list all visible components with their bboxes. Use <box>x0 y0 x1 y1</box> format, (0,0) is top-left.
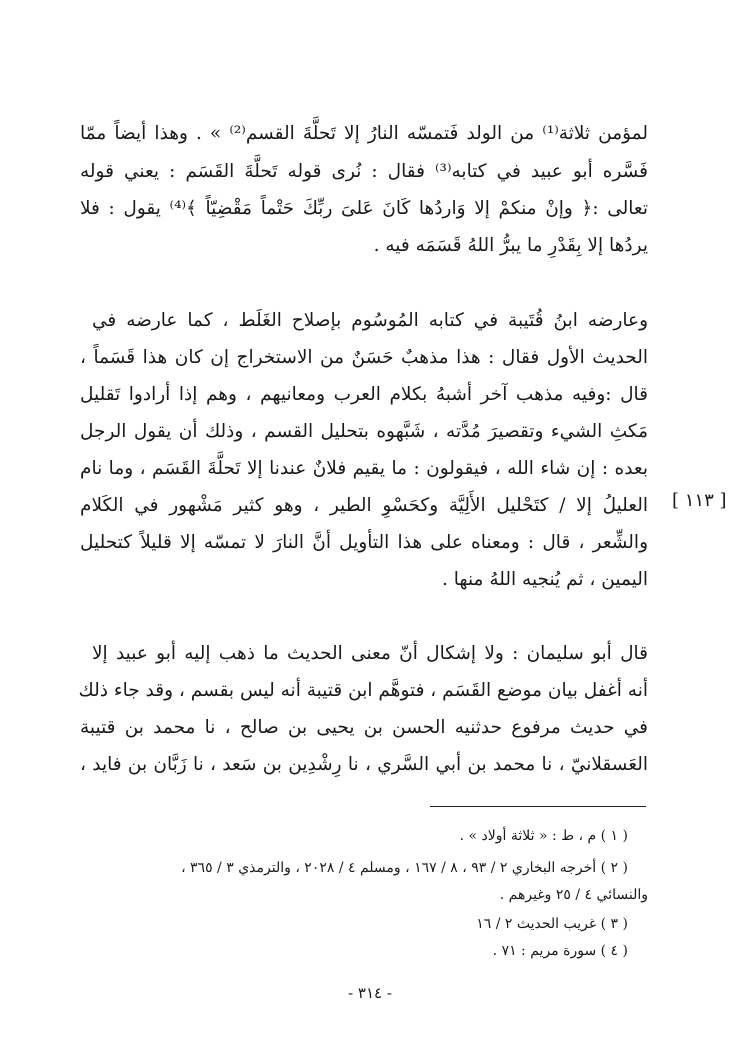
page-number: - ٣١٤ - <box>348 984 392 1002</box>
paragraph1-line-4: يردُها إلا بِقَدْرِ ما يبرُّ اللهُ قَسَمَه فيه . <box>373 235 648 256</box>
paragraph2-line-2: الحديث الأول فقال : هذا مذهبٌ حَسَنٌ من الاستخراج إن كان هذا قَسَماً ، <box>80 347 648 368</box>
paragraph1-line-3: تعالى :﴿ وإنْ منكمْ إلا وَاردُها كَانَ عَلىَ ربِّكَ حَتْماً مَقْضِيّاً ﴾⁽⁴⁾ يقول : فلا <box>80 198 648 219</box>
paragraph2-line-7: والشِّعر ، قال : ومعناه على هذا التأويل أنَّ النارَ لا تمسّه إلا قليلاً كتحليل <box>80 532 648 553</box>
paragraph3-line-4: العَسقلانيّ ، نا محمد بن أبي السَّري ، نا رِشْدِين بن سَعد ، نا زَبَّان بن فايد ، <box>80 754 648 775</box>
paragraph1-line-2: فَسَّره أبو عبيد في كتابه⁽³⁾ فقال : نُرى قوله تَحلَّةَ القَسَم : يعني قوله <box>80 161 649 182</box>
paragraph2-line-8: اليمين ، ثم يُنجيه اللهُ منها . <box>442 569 648 590</box>
paragraph3-line-2: أنه أغفل بيان موضع القَسَم ، فتوهَّم ابن قتيبة أنه ليس بقسم ، وقد جاء ذلك <box>78 680 648 701</box>
paragraph2-line-1: وعارضه ابنُ قُتَيبة في كتابه المُوسُوم بإصلاح الغَلَط ، كما عارضه في <box>92 310 648 331</box>
paragraph2-line-4: مَكثِ الشيء وتقصيرَ مُدَّته ، شَبَّهوه بتحليل القسم ، وذلك أن يقول الرجل <box>80 421 648 442</box>
footnote-separator <box>430 806 646 807</box>
paragraph2-line-6: العليلُ إلا / كتَحْليل الأَلِيَّة وكحَسْوِ الطير ، وهو كثير مَشْهور في الكَلام <box>80 495 648 516</box>
paragraph2-line-5: بعده : إن شاء الله ، فيقولون : ما يقيم فلانٌ عندنا إلا تَحلَّةَ القَسَم ، وما نام <box>80 458 648 479</box>
paragraph1-line-1: لمؤمن ثلاثة⁽¹⁾ من الولد فَتمسّه النارُ إلا تَحلَّةَ القسم⁽²⁾ » . وهذا أيضاً ممّا <box>80 123 648 144</box>
margin-page-reference: [ ١١٣ ] <box>672 490 727 511</box>
paragraph3-line-3: في حديث مرفوع حدثنيه الحسن بن يحيى بن صالح ، نا محمد بن قتيبة <box>80 717 648 738</box>
paragraph2-line-3: قال :وفيه مذهب آخر أشبهُ بكلام العرب ومعانيهم ، وهم إذا أرادوا تَقليل <box>80 384 648 405</box>
footnote-3: ( ٣ ) غريب الحديث ٢ / ١٦ <box>476 916 628 932</box>
footnote-2-continued: والنسائي ٤ / ٢٥ وغيرهم . <box>499 887 648 903</box>
paragraph3-line-1: قال أبو سليمان : ولا إشكال أنّ معنى الحديث ما ذهب إليه أبو عبيد إلا <box>92 643 648 664</box>
footnote-4: ( ٤ ) سورة مريم : ٧١ . <box>492 943 628 959</box>
footnote-1: ( ١ ) م ، ط : « ثلاثة أولاد » . <box>459 828 628 844</box>
footnote-2: ( ٢ ) أخرجه البخاري ٢ / ٩٣ ، ٨ / ١٦٧ ، ومسلم ٤ / ٢٠٢٨ ، والترمذي ٣ / ٣٦٥ ، <box>181 860 628 876</box>
